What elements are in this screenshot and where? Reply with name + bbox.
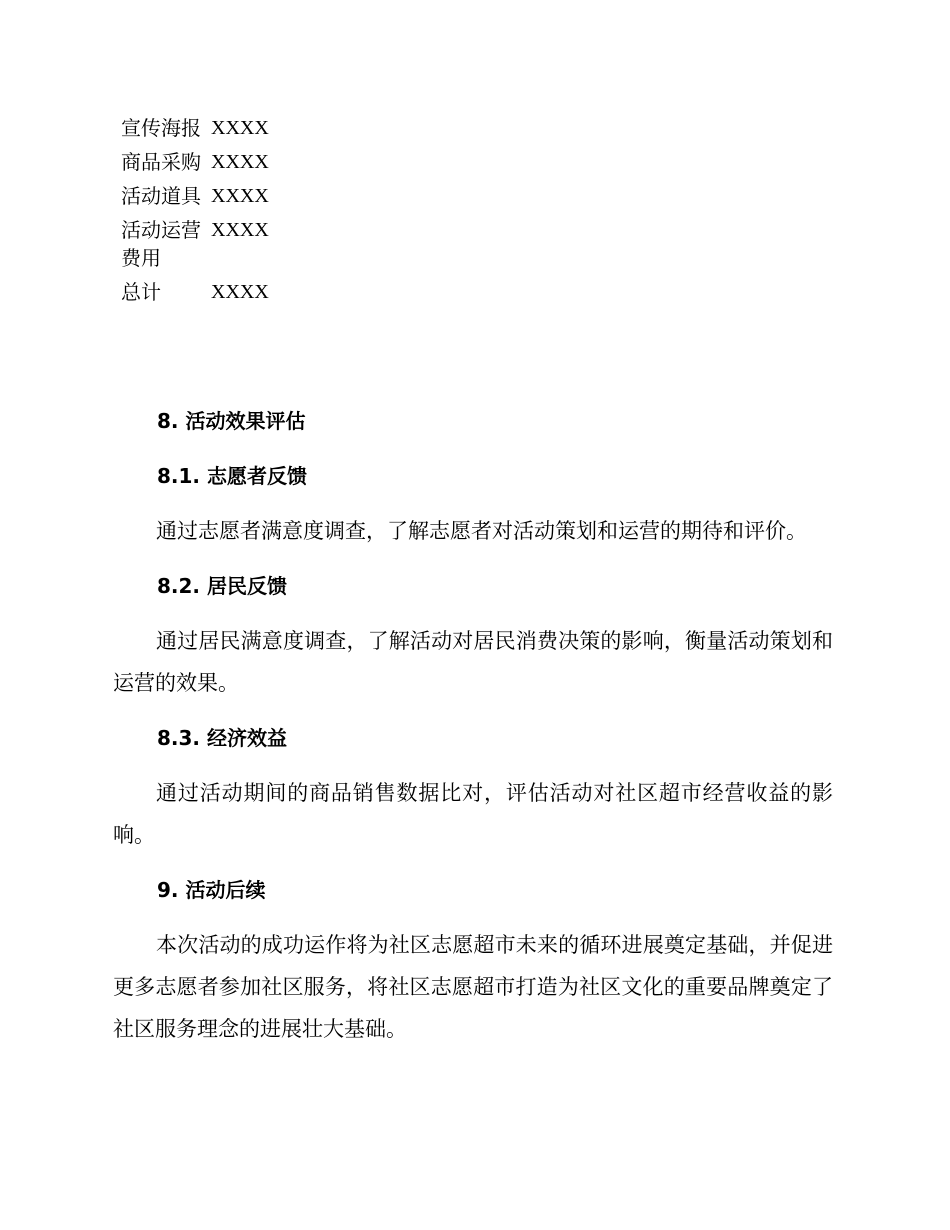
section-8-3-paragraph: 通过活动期间的商品销售数据比对，评估活动对社区超市经营收益的影响。: [113, 781, 833, 847]
budget-total-amount: XXXX: [211, 281, 269, 303]
budget-item-amount: XXXX: [211, 185, 269, 207]
section-8-2-heading: 8.2. 居民反馈: [157, 574, 287, 598]
table-row: [121, 216, 269, 278]
budget-item-label: 宣传海报: [121, 116, 201, 140]
budget-table: [121, 114, 269, 312]
section-8-1-heading: 8.1. 志愿者反馈: [157, 464, 307, 488]
table-row: [121, 278, 269, 312]
section-8-1-paragraph: 通过志愿者满意度调查，了解志愿者对活动策划和运营的期待和评价。: [156, 519, 807, 543]
budget-item-label: 活动运营费用: [121, 218, 201, 270]
table-row: [121, 114, 269, 148]
section-8-heading: 8. 活动效果评估: [157, 409, 306, 433]
budget-item-amount: XXXX: [211, 151, 269, 173]
section-9-heading: 9. 活动后续: [157, 878, 266, 902]
section-9-paragraph: 本次活动的成功运作将为社区志愿超市未来的循环进展奠定基础，并促进更多志愿者参加社区服务，将社区志愿超市打造为社区文化的重要品牌奠定了社区服务理念的进展壮大基础。: [113, 933, 833, 1041]
budget-total-label: 总计: [121, 280, 161, 304]
section-8-2-paragraph: 通过居民满意度调查，了解活动对居民消费决策的影响，衡量活动策划和运营的效果。: [113, 629, 833, 695]
budget-item-label: 活动道具: [121, 184, 201, 208]
budget-item-amount: XXXX: [211, 117, 269, 139]
budget-item-label: 商品采购: [121, 150, 201, 174]
table-row: [121, 182, 269, 216]
table-row: [121, 148, 269, 182]
section-8-3-heading: 8.3. 经济效益: [157, 726, 287, 750]
budget-item-amount: XXXX: [211, 219, 269, 241]
